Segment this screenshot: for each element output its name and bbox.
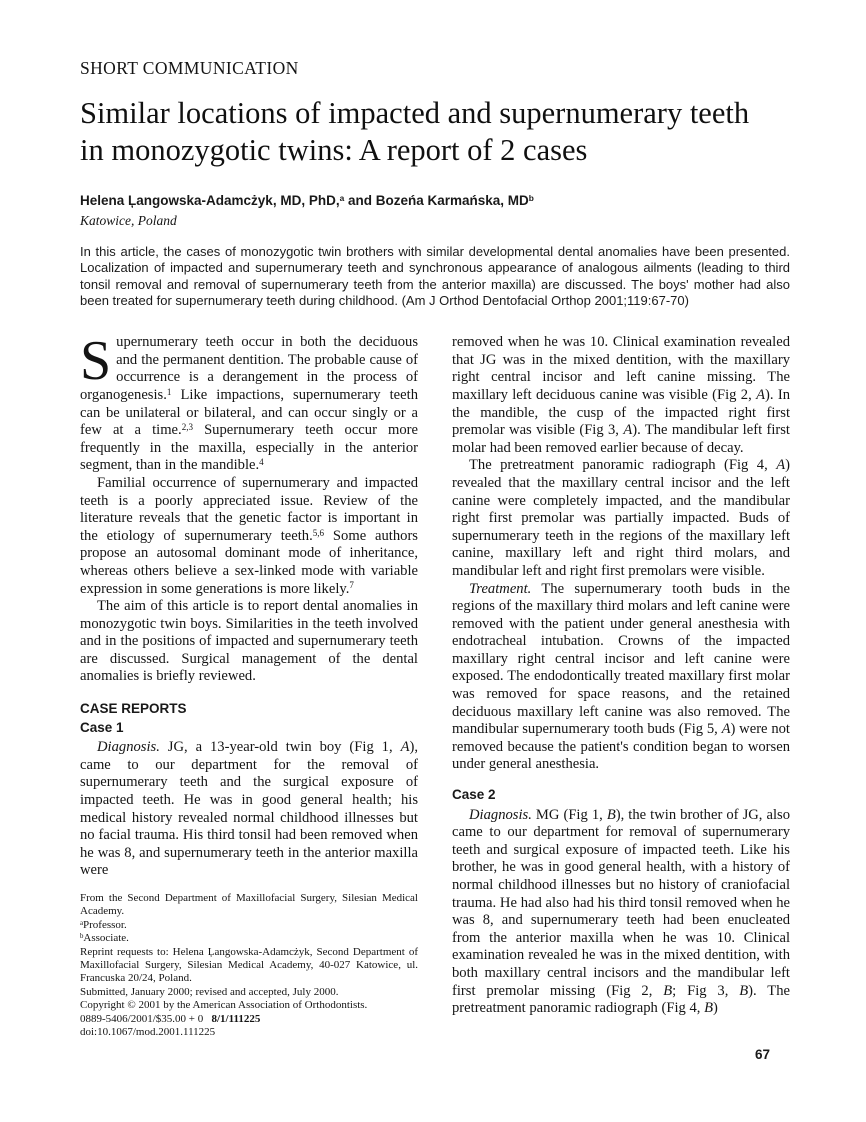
text-segment: 5,6: [312, 527, 325, 538]
text-segment: MG (Fig 1,: [531, 806, 607, 823]
footnote: [80, 999, 418, 1012]
text-segment: Like impactions, supernumerary teeth can be unilateral or bilateral, and can occur singly or a few at a time.: [80, 386, 418, 439]
text-segment: Case 2: [452, 787, 496, 803]
text-segment: A: [756, 386, 765, 403]
text-segment: A: [721, 721, 731, 738]
text-segment: From the Second Department of Maxillofacial Surgery, Silesian Medical Academy.: [80, 892, 418, 918]
text-segment: The aim of this article is to report dental anomalies in monozygotic twin boys. Similarities in the teeth involved and in the positions of impacted and supernumerary teeth are discussed. Surgical management of the dental anomalies is briefly reviewed.: [80, 598, 418, 685]
text-segment: ) were not removed because the patient's condition began to worsen under general anesthesia.: [452, 721, 790, 773]
article-title: Similar locations of impacted and supernumerary teeth in monozygotic twins: A report of 2 cases: [80, 96, 750, 167]
text-segment: The supernumerary tooth buds in the regions of the maxillary third molars and left canine were removed with the patient under general anesthesia with endotracheal intubation. Crowns of the impacted maxillary right central incisor and left canine were exposed. The endodontically treated maxillary first molar was removed for space reasons, and the retained deciduous maxillary left canine was also removed. The mandibular supernumerary tooth buds (Fig 5,: [452, 580, 790, 738]
drop-cap: S: [80, 330, 112, 393]
text-segment: B: [704, 1000, 713, 1017]
footnote: [80, 986, 418, 999]
text-segment: Treatment.: [469, 580, 532, 597]
left-column-body: [80, 330, 418, 880]
text-segment: a: [80, 919, 84, 927]
text-segment: B: [739, 982, 749, 999]
text-segment: Submitted, January 2000; revised and accepted, July 2000.: [80, 985, 339, 998]
text-segment: 4: [259, 457, 264, 468]
text-segment: 7: [349, 580, 354, 591]
text-segment: ; Fig 3,: [672, 982, 740, 999]
footnote: [80, 892, 418, 919]
text-segment: a: [339, 193, 345, 204]
paragraph: [80, 475, 418, 598]
text-segment: A: [776, 457, 786, 474]
text-segment: 2,3: [181, 422, 193, 433]
text-segment: Some authors propose an autosomal dominant mode of inheritance, whereas others believe a sex-linked mode with variable expression in some generations is more likely.: [80, 527, 418, 597]
text-segment: ), the twin brother of JG, also came to our department for removal of supernumerary teeth and surgical exposure of impacted teeth. Like his brother, he was in good general health, with a history of normal childhood illnesses but no history of craniofacial trauma. He had also had his third tonsil removed when he was 8, and supernumerary teeth had been enucleated from the anterior maxilla when he was 10. Clinical examination revealed he was in the mixed dentition, with both maxillary central incisors and the mandibular left first premolar missing (Fig 2,: [452, 806, 790, 999]
text-segment: Diagnosis.: [469, 806, 532, 823]
authors-line: [80, 193, 790, 208]
text-segment: and Bozeńa Karmańska, MD: [344, 193, 529, 208]
text-segment: ). In the mandible, the cusp of the impacted right first premolar was visible (Fig 3,: [452, 386, 790, 439]
two-column-body: [80, 330, 790, 1039]
footnotes: [80, 880, 418, 1039]
text-segment: 0889-5406/2001/$35.00 + 0: [80, 1012, 212, 1025]
paragraph: [452, 334, 790, 457]
footnote: [80, 932, 418, 945]
text-segment: b: [528, 193, 534, 204]
text-segment: 8/1/111225: [211, 1012, 261, 1025]
text-segment: Copyright © 2001 by the American Association of Orthodontists.: [80, 999, 368, 1012]
paragraph: [80, 330, 418, 475]
footnote: [80, 1026, 418, 1039]
paragraph: [80, 739, 418, 880]
right-column-body: [452, 334, 790, 1018]
paragraph: [452, 581, 790, 775]
text-segment: JG, a 13-year-old twin boy (Fig 1,: [159, 739, 401, 756]
page-number: 67: [754, 1047, 770, 1063]
case-heading: [80, 719, 418, 737]
text-segment: ), came to our department for the removal of supernumerary teeth and the surgical exposure of impacted teeth. He was in good general health; his medical history revealed normal childhood illnesses but no facial trauma. His third tonsil had been removed when he was 8, and supernumerary teeth in the anterior maxilla were: [80, 739, 418, 879]
text-segment: B: [606, 806, 616, 823]
text-segment: Professor.: [83, 918, 127, 931]
affiliation: Katowice, Poland: [80, 213, 177, 228]
case-heading: [452, 786, 790, 804]
footnote: [80, 946, 418, 986]
paragraph: [80, 598, 418, 686]
text-segment: upernumerary teeth occur in both the deciduous and the permanent dentition. The probable cause of occurrence is a derangement in the process of organogenesis.: [80, 334, 418, 403]
text-segment: ) revealed that the maxillary central incisor and the left canine were completely impacted, and the mandibular right first premolar was partially impacted. Buds of supernumerary teeth in the regions of the maxillary left canine, maxillary left and right third molars, and mandibular left and right first premolars were visible.: [452, 457, 790, 579]
text-segment: The pretreatment panoramic radiograph (Fig 4,: [469, 457, 777, 474]
section-heading: [80, 700, 418, 718]
text-segment: Supernumerary teeth occur more frequently in the maxilla, especially in the anterior segment, than in the mandible.: [80, 422, 418, 474]
right-column: [452, 334, 790, 1039]
paragraph: [452, 457, 790, 580]
text-segment: A: [623, 422, 633, 439]
text-segment: Familial occurrence of supernumerary and impacted teeth is a poorly appreciated issue. Review of the literature reveals that the genetic factor is important in the etiology of supernumerary teeth.: [80, 474, 418, 544]
text-segment: Associate.: [83, 932, 129, 945]
text-segment: CASE REPORTS: [80, 701, 187, 717]
paragraph: [452, 807, 790, 1018]
abstract-text: In this article, the cases of monozygotic twin brothers with similar developmental dental anomalies have been presented. Localization of impacted and supernumerary teeth and synchronous appearance of analogous ailments (leading to third tonsil removal and removal of supernumerary teeth from the anterior maxilla) are discussed. The boys' mother had also been treated for supernumerary teeth during childhood. (Am J Orthod Dentofacial Orthop 2001;119:67-70): [80, 244, 790, 308]
text-segment: Case 1: [80, 719, 124, 735]
text-segment: Helena Ļangowska-Adamcżyk, MD, PhD,: [80, 193, 340, 208]
text-segment: removed when he was 10. Clinical examination revealed that JG was in the mixed dentition, with the maxillary right central incisor and left canine missing. The maxillary left deciduous canine was visible (Fig 2,: [452, 334, 790, 403]
text-segment: Diagnosis.: [97, 739, 160, 756]
footnote: [80, 919, 418, 932]
footnote: [80, 1013, 418, 1026]
text-segment: B: [663, 982, 673, 999]
text-segment: Reprint requests to: Helena Ļangowska-Adamcżyk, Second Department of Maxillofacial Surgery, Silesian Medical Academy, 40-027 Katowice, ul. Francuska 20/24, Poland.: [80, 945, 418, 985]
text-segment: ): [712, 1000, 718, 1017]
text-segment: doi:10.1067/mod.2001.111225: [80, 1026, 216, 1039]
text-segment: ). The mandibular left first molar had been removed earlier because of decay.: [452, 422, 790, 456]
text-segment: A: [400, 739, 410, 756]
left-column: [80, 330, 418, 1039]
text-segment: b: [80, 933, 84, 941]
text-segment: 1: [166, 386, 172, 397]
article-type-kicker: SHORT COMMUNICATION: [80, 58, 299, 78]
text-segment: ). The pretreatment panoramic radiograph (Fig 4,: [452, 982, 790, 1017]
